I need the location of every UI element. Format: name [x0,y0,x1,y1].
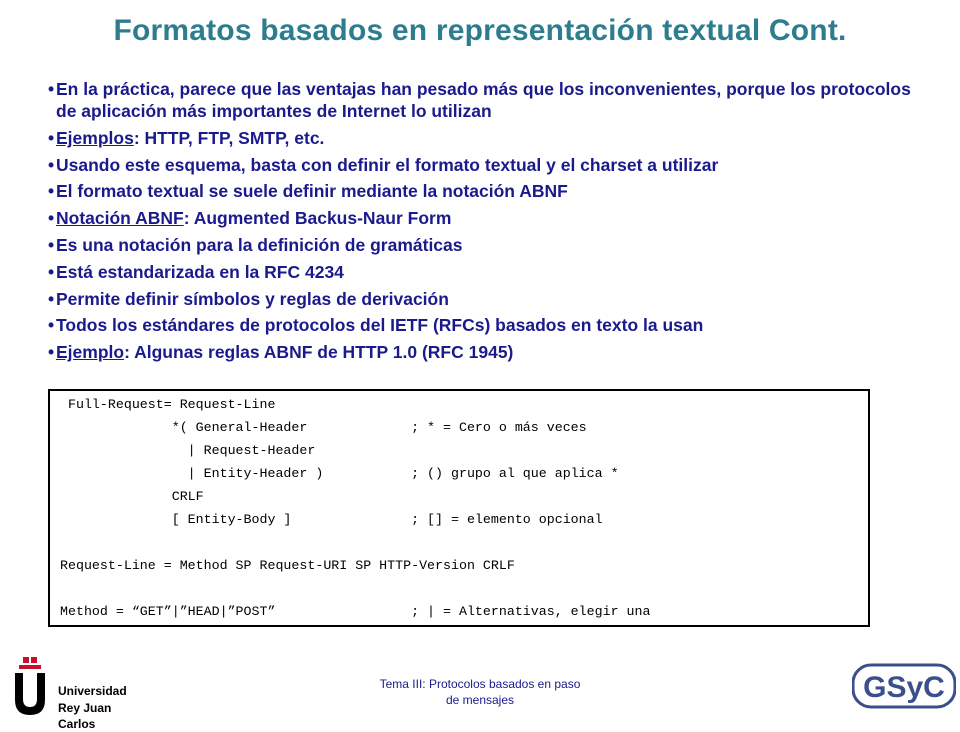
bullet-item [48,288,918,310]
code-line: | Request-Header [60,443,316,458]
bullet-item [48,341,918,363]
bullet-item [48,207,918,229]
code-line: *( General-Header ; * = Cero o más veces [60,420,587,435]
bullet-dot: • [48,261,55,282]
bullet-text: : Algunas reglas ABNF de HTTP 1.0 (RFC 1945) [124,342,514,363]
code-line: Method = “GET”|”HEAD|”POST” ; | = Alternativas, elegir una [60,604,651,619]
urjc-name-line2: Rey Juan Carlos [58,701,112,731]
slide-title: Formatos basados en representación textual Cont. [113,14,847,47]
code-line: Full-Request= Request-Line [60,397,276,412]
bullet-dot: • [48,234,55,255]
code-line: CRLF [60,489,204,504]
bullet-item [48,154,918,176]
bullet-dot: • [48,208,55,229]
bullet-text: Es una notación para la definición de gramáticas [56,234,463,255]
gsyc-logo [852,662,956,710]
bullet-item [48,314,918,336]
bullet-text: Está estandarizada en la RFC 4234 [56,261,344,282]
urjc-crest-icon [10,657,50,719]
bullet-dot: • [48,315,55,336]
bullet-text: El formato textual se suele definir mediante la notación ABNF [56,181,568,202]
bullet-item [48,127,918,149]
bullet-text: : Augmented Backus-Naur Form [183,208,452,229]
bullet-dot: • [48,154,55,175]
bullet-prefix: Ejemplo [56,342,125,363]
bullet-prefix: Notación ABNF [56,208,184,229]
bullet-text: : HTTP, FTP, SMTP, etc. [133,127,325,148]
bullet-item [48,78,918,122]
footer-line1: Tema III: Protocolos basados en paso [379,677,581,691]
code-line: [ Entity-Body ] ; [] = elemento opcional [60,512,603,527]
bullet-item [48,180,918,202]
bullet-dot: • [48,181,55,202]
bullet-text: Permite definir símbolos y reglas de derivación [56,288,449,309]
footer-line2: de mensajes [445,693,515,707]
bullet-list [48,78,918,368]
bullet-item [48,261,918,283]
bullet-text: Usando este esquema, basta con definir el formato textual y el charset a utilizar [56,154,719,175]
bullet-prefix: Ejemplos [56,127,134,148]
code-line: | Entity-Header ) ; () grupo al que aplica * [60,466,619,481]
urjc-name-line1: Universidad [58,684,127,698]
bullet-text: En la práctica, parece que las ventajas han pesado más que los inconvenientes, porque los protocolos de aplicación más importantes de Internet lo utilizan [56,79,911,121]
bullet-dot: • [48,79,55,99]
gsyc-logo-text: GSyC [863,671,945,704]
bullet-dot: • [48,342,55,363]
abnf-code-box [48,389,870,627]
bullet-item [48,234,918,256]
code-line: Request-Line = Method SP Request-URI SP HTTP-Version CRLF [60,558,515,573]
bullet-dot: • [48,127,55,148]
bullet-text: Todos los estándares de protocolos del IETF (RFCs) basados en texto la usan [56,315,704,336]
bullet-dot: • [48,288,55,309]
footer [340,676,620,708]
urjc-logo [10,657,150,731]
